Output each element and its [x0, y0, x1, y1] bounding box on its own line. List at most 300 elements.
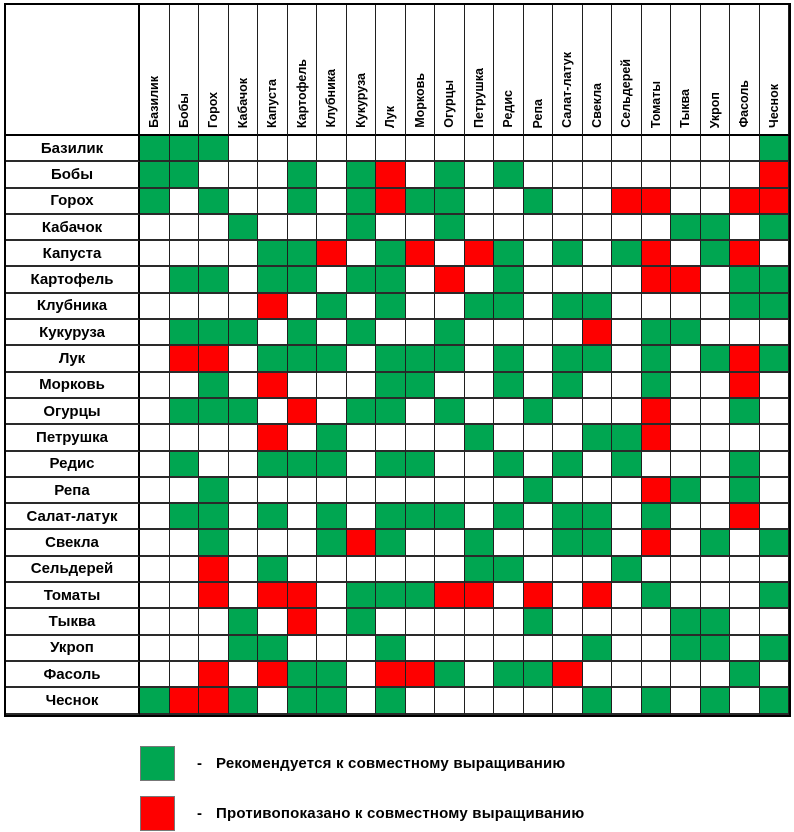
matrix-cell-Горох-Чеснок [760, 189, 790, 215]
matrix-cell-Капуста-Редис [494, 241, 524, 267]
matrix-cell-Салат-латук-Фасоль [730, 504, 760, 530]
matrix-cell-Лук-Редис [494, 346, 524, 372]
matrix-cell-Капуста-Салат-латук [553, 241, 583, 267]
row-label-Огурцы: Огурцы [6, 399, 140, 425]
matrix-cell-Петрушка-Морковь [406, 425, 436, 451]
matrix-cell-Бобы-Бобы [170, 162, 200, 188]
matrix-cell-Кабачок-Лук [376, 215, 406, 241]
matrix-cell-Свекла-Сельдерей [612, 530, 642, 556]
matrix-cell-Горох-Редис [494, 189, 524, 215]
compatibility-matrix [4, 3, 791, 717]
matrix-cell-Лук-Базилик [140, 346, 170, 372]
matrix-cell-Клубника-Редис [494, 294, 524, 320]
matrix-cell-Горох-Огурцы [435, 189, 465, 215]
matrix-cell-Клубника-Петрушка [465, 294, 495, 320]
matrix-cell-Свекла-Укроп [701, 530, 731, 556]
matrix-cell-Салат-латук-Морковь [406, 504, 436, 530]
matrix-cell-Томаты-Кабачок [229, 583, 259, 609]
matrix-cell-Томаты-Сельдерей [612, 583, 642, 609]
row-label-Кукуруза: Кукуруза [6, 320, 140, 346]
column-header-Сельдерей: Сельдерей [612, 5, 642, 136]
matrix-cell-Редис-Салат-латук [553, 452, 583, 478]
matrix-cell-Базилик-Редис [494, 136, 524, 162]
legend-dash: - [197, 754, 202, 772]
matrix-cell-Кукуруза-Репа [524, 320, 554, 346]
matrix-cell-Чеснок-Салат-латук [553, 688, 583, 714]
matrix-cell-Клубника-Укроп [701, 294, 731, 320]
matrix-cell-Укроп-Капуста [258, 636, 288, 662]
matrix-cell-Базилик-Укроп [701, 136, 731, 162]
matrix-cell-Чеснок-Томаты [642, 688, 672, 714]
matrix-cell-Клубника-Картофель [288, 294, 318, 320]
column-header-Кукуруза: Кукуруза [347, 5, 377, 136]
matrix-cell-Лук-Петрушка [465, 346, 495, 372]
matrix-cell-Базилик-Репа [524, 136, 554, 162]
matrix-cell-Клубника-Репа [524, 294, 554, 320]
matrix-cell-Редис-Укроп [701, 452, 731, 478]
matrix-cell-Чеснок-Тыква [671, 688, 701, 714]
matrix-cell-Морковь-Тыква [671, 373, 701, 399]
matrix-cell-Чеснок-Картофель [288, 688, 318, 714]
matrix-cell-Базилик-Петрушка [465, 136, 495, 162]
matrix-cell-Картофель-Свекла [583, 267, 613, 293]
matrix-cell-Репа-Базилик [140, 478, 170, 504]
matrix-cell-Клубника-Кукуруза [347, 294, 377, 320]
matrix-cell-Кабачок-Томаты [642, 215, 672, 241]
matrix-cell-Кабачок-Редис [494, 215, 524, 241]
matrix-cell-Репа-Картофель [288, 478, 318, 504]
matrix-cell-Тыква-Укроп [701, 609, 731, 635]
matrix-cell-Петрушка-Горох [199, 425, 229, 451]
matrix-cell-Редис-Лук [376, 452, 406, 478]
matrix-cell-Сельдерей-Репа [524, 557, 554, 583]
matrix-cell-Сельдерей-Лук [376, 557, 406, 583]
matrix-cell-Кабачок-Свекла [583, 215, 613, 241]
column-header-Редис: Редис [494, 5, 524, 136]
matrix-cell-Картофель-Картофель [288, 267, 318, 293]
matrix-cell-Морковь-Сельдерей [612, 373, 642, 399]
matrix-cell-Тыква-Горох [199, 609, 229, 635]
matrix-cell-Тыква-Капуста [258, 609, 288, 635]
matrix-cell-Тыква-Лук [376, 609, 406, 635]
matrix-cell-Горох-Базилик [140, 189, 170, 215]
matrix-cell-Редис-Морковь [406, 452, 436, 478]
matrix-cell-Томаты-Редис [494, 583, 524, 609]
matrix-cell-Кукуруза-Морковь [406, 320, 436, 346]
matrix-cell-Кукуруза-Томаты [642, 320, 672, 346]
matrix-cell-Фасоль-Петрушка [465, 662, 495, 688]
row-label-Кабачок: Кабачок [6, 215, 140, 241]
matrix-cell-Морковь-Кабачок [229, 373, 259, 399]
matrix-cell-Салат-латук-Салат-латук [553, 504, 583, 530]
matrix-cell-Клубника-Лук [376, 294, 406, 320]
matrix-cell-Клубника-Капуста [258, 294, 288, 320]
matrix-cell-Редис-Свекла [583, 452, 613, 478]
matrix-cell-Морковь-Горох [199, 373, 229, 399]
matrix-cell-Морковь-Укроп [701, 373, 731, 399]
matrix-cell-Морковь-Томаты [642, 373, 672, 399]
matrix-cell-Репа-Тыква [671, 478, 701, 504]
matrix-cell-Укроп-Сельдерей [612, 636, 642, 662]
matrix-cell-Огурцы-Огурцы [435, 399, 465, 425]
matrix-cell-Огурцы-Фасоль [730, 399, 760, 425]
matrix-cell-Базилик-Кабачок [229, 136, 259, 162]
matrix-cell-Томаты-Лук [376, 583, 406, 609]
matrix-cell-Горох-Укроп [701, 189, 731, 215]
row-label-Укроп: Укроп [6, 636, 140, 662]
matrix-cell-Огурцы-Чеснок [760, 399, 790, 425]
matrix-cell-Репа-Свекла [583, 478, 613, 504]
matrix-cell-Салат-латук-Картофель [288, 504, 318, 530]
matrix-cell-Капуста-Тыква [671, 241, 701, 267]
legend-item-recommended [140, 747, 794, 780]
matrix-cell-Огурцы-Сельдерей [612, 399, 642, 425]
matrix-cell-Свекла-Томаты [642, 530, 672, 556]
matrix-cell-Репа-Редис [494, 478, 524, 504]
matrix-cell-Фасоль-Фасоль [730, 662, 760, 688]
matrix-cell-Бобы-Репа [524, 162, 554, 188]
matrix-cell-Петрушка-Бобы [170, 425, 200, 451]
matrix-cell-Кабачок-Кабачок [229, 215, 259, 241]
matrix-cell-Томаты-Кукуруза [347, 583, 377, 609]
column-header-Укроп: Укроп [701, 5, 731, 136]
matrix-cell-Морковь-Репа [524, 373, 554, 399]
matrix-cell-Сельдерей-Чеснок [760, 557, 790, 583]
matrix-cell-Горох-Клубника [317, 189, 347, 215]
matrix-cell-Чеснок-Свекла [583, 688, 613, 714]
matrix-cell-Фасоль-Укроп [701, 662, 731, 688]
matrix-cell-Горох-Горох [199, 189, 229, 215]
matrix-cell-Бобы-Салат-латук [553, 162, 583, 188]
matrix-cell-Петрушка-Петрушка [465, 425, 495, 451]
matrix-cell-Свекла-Кукуруза [347, 530, 377, 556]
matrix-cell-Свекла-Морковь [406, 530, 436, 556]
matrix-cell-Лук-Морковь [406, 346, 436, 372]
matrix-cell-Лук-Кабачок [229, 346, 259, 372]
matrix-cell-Фасоль-Чеснок [760, 662, 790, 688]
matrix-cell-Сельдерей-Клубника [317, 557, 347, 583]
matrix-cell-Тыква-Фасоль [730, 609, 760, 635]
matrix-cell-Морковь-Лук [376, 373, 406, 399]
matrix-cell-Тыква-Тыква [671, 609, 701, 635]
column-header-Петрушка: Петрушка [465, 5, 495, 136]
column-header-Свекла: Свекла [583, 5, 613, 136]
matrix-cell-Свекла-Капуста [258, 530, 288, 556]
matrix-cell-Капуста-Петрушка [465, 241, 495, 267]
matrix-cell-Картофель-Огурцы [435, 267, 465, 293]
matrix-cell-Фасоль-Свекла [583, 662, 613, 688]
matrix-cell-Кукуруза-Салат-латук [553, 320, 583, 346]
matrix-cell-Свекла-Фасоль [730, 530, 760, 556]
matrix-cell-Морковь-Клубника [317, 373, 347, 399]
matrix-cell-Базилик-Салат-латук [553, 136, 583, 162]
matrix-cell-Кукуруза-Базилик [140, 320, 170, 346]
matrix-cell-Петрушка-Клубника [317, 425, 347, 451]
matrix-cell-Томаты-Базилик [140, 583, 170, 609]
matrix-cell-Картофель-Морковь [406, 267, 436, 293]
matrix-cell-Тыква-Томаты [642, 609, 672, 635]
matrix-cell-Базилик-Базилик [140, 136, 170, 162]
matrix-cell-Репа-Петрушка [465, 478, 495, 504]
matrix-cell-Укроп-Фасоль [730, 636, 760, 662]
matrix-cell-Тыква-Базилик [140, 609, 170, 635]
matrix-cell-Клубника-Салат-латук [553, 294, 583, 320]
matrix-cell-Капуста-Кукуруза [347, 241, 377, 267]
matrix-cell-Салат-латук-Тыква [671, 504, 701, 530]
matrix-cell-Горох-Фасоль [730, 189, 760, 215]
matrix-cell-Чеснок-Кукуруза [347, 688, 377, 714]
matrix-cell-Клубника-Морковь [406, 294, 436, 320]
matrix-cell-Картофель-Чеснок [760, 267, 790, 293]
matrix-cell-Кукуруза-Клубника [317, 320, 347, 346]
contraindicated-color-swatch [140, 796, 175, 831]
matrix-cell-Лук-Горох [199, 346, 229, 372]
matrix-cell-Сельдерей-Петрушка [465, 557, 495, 583]
matrix-cell-Салат-латук-Кукуруза [347, 504, 377, 530]
legend-label-recommended: Рекомендуется к совместному выращиванию [216, 754, 566, 772]
matrix-cell-Укроп-Морковь [406, 636, 436, 662]
matrix-cell-Редис-Клубника [317, 452, 347, 478]
matrix-cell-Свекла-Лук [376, 530, 406, 556]
matrix-cell-Клубника-Свекла [583, 294, 613, 320]
matrix-cell-Редис-Петрушка [465, 452, 495, 478]
matrix-cell-Базилик-Огурцы [435, 136, 465, 162]
matrix-cell-Базилик-Томаты [642, 136, 672, 162]
matrix-cell-Картофель-Репа [524, 267, 554, 293]
matrix-cell-Огурцы-Редис [494, 399, 524, 425]
matrix-cell-Редис-Капуста [258, 452, 288, 478]
matrix-cell-Кукуруза-Лук [376, 320, 406, 346]
matrix-cell-Капуста-Горох [199, 241, 229, 267]
matrix-cell-Кукуруза-Укроп [701, 320, 731, 346]
matrix-cell-Редис-Редис [494, 452, 524, 478]
matrix-cell-Петрушка-Базилик [140, 425, 170, 451]
matrix-cell-Горох-Картофель [288, 189, 318, 215]
row-label-Клубника: Клубника [6, 294, 140, 320]
matrix-cell-Клубника-Огурцы [435, 294, 465, 320]
matrix-cell-Фасоль-Лук [376, 662, 406, 688]
matrix-cell-Лук-Чеснок [760, 346, 790, 372]
matrix-cell-Морковь-Чеснок [760, 373, 790, 399]
matrix-cell-Тыква-Кабачок [229, 609, 259, 635]
matrix-cell-Томаты-Морковь [406, 583, 436, 609]
matrix-cell-Чеснок-Морковь [406, 688, 436, 714]
matrix-cell-Томаты-Укроп [701, 583, 731, 609]
column-header-Репа: Репа [524, 5, 554, 136]
matrix-cell-Базилик-Картофель [288, 136, 318, 162]
matrix-cell-Базилик-Лук [376, 136, 406, 162]
matrix-cell-Кукуруза-Капуста [258, 320, 288, 346]
matrix-cell-Укроп-Клубника [317, 636, 347, 662]
matrix-cell-Огурцы-Петрушка [465, 399, 495, 425]
row-label-Тыква: Тыква [6, 609, 140, 635]
matrix-cell-Кабачок-Репа [524, 215, 554, 241]
matrix-cell-Чеснок-Лук [376, 688, 406, 714]
matrix-cell-Петрушка-Капуста [258, 425, 288, 451]
row-label-Репа: Репа [6, 478, 140, 504]
matrix-cell-Укроп-Репа [524, 636, 554, 662]
matrix-cell-Огурцы-Томаты [642, 399, 672, 425]
matrix-cell-Укроп-Томаты [642, 636, 672, 662]
matrix-cell-Огурцы-Укроп [701, 399, 731, 425]
matrix-cell-Укроп-Чеснок [760, 636, 790, 662]
matrix-cell-Фасоль-Бобы [170, 662, 200, 688]
matrix-cell-Картофель-Базилик [140, 267, 170, 293]
matrix-cell-Сельдерей-Укроп [701, 557, 731, 583]
matrix-cell-Томаты-Чеснок [760, 583, 790, 609]
matrix-cell-Кукуруза-Горох [199, 320, 229, 346]
matrix-cell-Фасоль-Сельдерей [612, 662, 642, 688]
matrix-cell-Фасоль-Репа [524, 662, 554, 688]
matrix-cell-Сельдерей-Кабачок [229, 557, 259, 583]
matrix-cell-Кабачок-Фасоль [730, 215, 760, 241]
matrix-cell-Горох-Кукуруза [347, 189, 377, 215]
matrix-cell-Укроп-Редис [494, 636, 524, 662]
matrix-cell-Бобы-Тыква [671, 162, 701, 188]
matrix-cell-Сельдерей-Картофель [288, 557, 318, 583]
matrix-cell-Кабачок-Морковь [406, 215, 436, 241]
row-label-Сельдерей: Сельдерей [6, 557, 140, 583]
matrix-cell-Капуста-Морковь [406, 241, 436, 267]
matrix-cell-Лук-Томаты [642, 346, 672, 372]
matrix-cell-Репа-Бобы [170, 478, 200, 504]
matrix-cell-Редис-Сельдерей [612, 452, 642, 478]
matrix-cell-Петрушка-Редис [494, 425, 524, 451]
matrix-cell-Фасоль-Огурцы [435, 662, 465, 688]
matrix-cell-Огурцы-Репа [524, 399, 554, 425]
matrix-cell-Фасоль-Клубника [317, 662, 347, 688]
legend [140, 747, 794, 830]
matrix-cell-Клубника-Бобы [170, 294, 200, 320]
matrix-cell-Морковь-Огурцы [435, 373, 465, 399]
row-label-Горох: Горох [6, 189, 140, 215]
matrix-cell-Редис-Томаты [642, 452, 672, 478]
matrix-cell-Клубника-Чеснок [760, 294, 790, 320]
matrix-cell-Базилик-Морковь [406, 136, 436, 162]
matrix-cell-Кукуруза-Редис [494, 320, 524, 346]
matrix-cell-Томаты-Репа [524, 583, 554, 609]
matrix-cell-Капуста-Укроп [701, 241, 731, 267]
matrix-cell-Петрушка-Чеснок [760, 425, 790, 451]
matrix-cell-Томаты-Томаты [642, 583, 672, 609]
matrix-cell-Свекла-Петрушка [465, 530, 495, 556]
matrix-cell-Картофель-Кабачок [229, 267, 259, 293]
matrix-cell-Морковь-Салат-латук [553, 373, 583, 399]
matrix-cell-Лук-Свекла [583, 346, 613, 372]
matrix-cell-Бобы-Картофель [288, 162, 318, 188]
matrix-cell-Репа-Салат-латук [553, 478, 583, 504]
matrix-cell-Лук-Сельдерей [612, 346, 642, 372]
matrix-cell-Редис-Чеснок [760, 452, 790, 478]
matrix-cell-Картофель-Сельдерей [612, 267, 642, 293]
matrix-cell-Томаты-Бобы [170, 583, 200, 609]
matrix-cell-Тыква-Редис [494, 609, 524, 635]
column-header-Фасоль: Фасоль [730, 5, 760, 136]
matrix-cell-Салат-латук-Капуста [258, 504, 288, 530]
matrix-cell-Томаты-Фасоль [730, 583, 760, 609]
matrix-cell-Укроп-Огурцы [435, 636, 465, 662]
matrix-cell-Кабачок-Базилик [140, 215, 170, 241]
matrix-cell-Капуста-Чеснок [760, 241, 790, 267]
matrix-cell-Базилик-Капуста [258, 136, 288, 162]
matrix-cell-Томаты-Свекла [583, 583, 613, 609]
matrix-cell-Кукуруза-Картофель [288, 320, 318, 346]
matrix-cell-Клубника-Клубника [317, 294, 347, 320]
legend-label-contraindicated: Противопоказано к совместному выращиванию [216, 804, 585, 822]
column-header-Огурцы: Огурцы [435, 5, 465, 136]
matrix-cell-Петрушка-Огурцы [435, 425, 465, 451]
column-header-Морковь: Морковь [406, 5, 436, 136]
matrix-cell-Бобы-Кукуруза [347, 162, 377, 188]
matrix-cell-Картофель-Тыква [671, 267, 701, 293]
row-label-Лук: Лук [6, 346, 140, 372]
matrix-cell-Бобы-Огурцы [435, 162, 465, 188]
matrix-cell-Картофель-Клубника [317, 267, 347, 293]
matrix-cell-Сельдерей-Кукуруза [347, 557, 377, 583]
matrix-cell-Петрушка-Картофель [288, 425, 318, 451]
matrix-cell-Морковь-Фасоль [730, 373, 760, 399]
matrix-cell-Бобы-Чеснок [760, 162, 790, 188]
matrix-cell-Капуста-Фасоль [730, 241, 760, 267]
matrix-cell-Чеснок-Петрушка [465, 688, 495, 714]
matrix-cell-Огурцы-Клубника [317, 399, 347, 425]
matrix-cell-Редис-Тыква [671, 452, 701, 478]
matrix-cell-Фасоль-Кукуруза [347, 662, 377, 688]
matrix-cell-Горох-Репа [524, 189, 554, 215]
matrix-cell-Картофель-Укроп [701, 267, 731, 293]
matrix-cell-Редис-Огурцы [435, 452, 465, 478]
column-header-Горох: Горох [199, 5, 229, 136]
matrix-cell-Укроп-Свекла [583, 636, 613, 662]
matrix-cell-Огурцы-Кабачок [229, 399, 259, 425]
row-label-Редис: Редис [6, 452, 140, 478]
matrix-cell-Фасоль-Капуста [258, 662, 288, 688]
matrix-cell-Укроп-Укроп [701, 636, 731, 662]
matrix-cell-Томаты-Клубника [317, 583, 347, 609]
matrix-cell-Репа-Кабачок [229, 478, 259, 504]
column-header-Бобы: Бобы [170, 5, 200, 136]
row-label-Свекла: Свекла [6, 530, 140, 556]
matrix-cell-Огурцы-Капуста [258, 399, 288, 425]
matrix-cell-Кабачок-Клубника [317, 215, 347, 241]
matrix-cell-Петрушка-Салат-латук [553, 425, 583, 451]
matrix-cell-Морковь-Базилик [140, 373, 170, 399]
column-header-Кабачок: Кабачок [229, 5, 259, 136]
matrix-cell-Бобы-Кабачок [229, 162, 259, 188]
matrix-cell-Бобы-Горох [199, 162, 229, 188]
matrix-cell-Лук-Укроп [701, 346, 731, 372]
matrix-cell-Салат-латук-Свекла [583, 504, 613, 530]
matrix-cell-Кукуруза-Петрушка [465, 320, 495, 346]
matrix-cell-Капуста-Лук [376, 241, 406, 267]
matrix-cell-Фасоль-Базилик [140, 662, 170, 688]
matrix-cell-Петрушка-Томаты [642, 425, 672, 451]
matrix-cell-Свекла-Базилик [140, 530, 170, 556]
matrix-cell-Кукуруза-Огурцы [435, 320, 465, 346]
matrix-cell-Репа-Горох [199, 478, 229, 504]
matrix-cell-Тыква-Сельдерей [612, 609, 642, 635]
matrix-cell-Бобы-Укроп [701, 162, 731, 188]
matrix-cell-Огурцы-Бобы [170, 399, 200, 425]
matrix-cell-Свекла-Горох [199, 530, 229, 556]
matrix-cell-Салат-латук-Лук [376, 504, 406, 530]
matrix-cell-Редис-Картофель [288, 452, 318, 478]
matrix-cell-Редис-Репа [524, 452, 554, 478]
matrix-cell-Тыква-Картофель [288, 609, 318, 635]
matrix-cell-Редис-Бобы [170, 452, 200, 478]
matrix-cell-Кабачок-Горох [199, 215, 229, 241]
matrix-cell-Кабачок-Картофель [288, 215, 318, 241]
